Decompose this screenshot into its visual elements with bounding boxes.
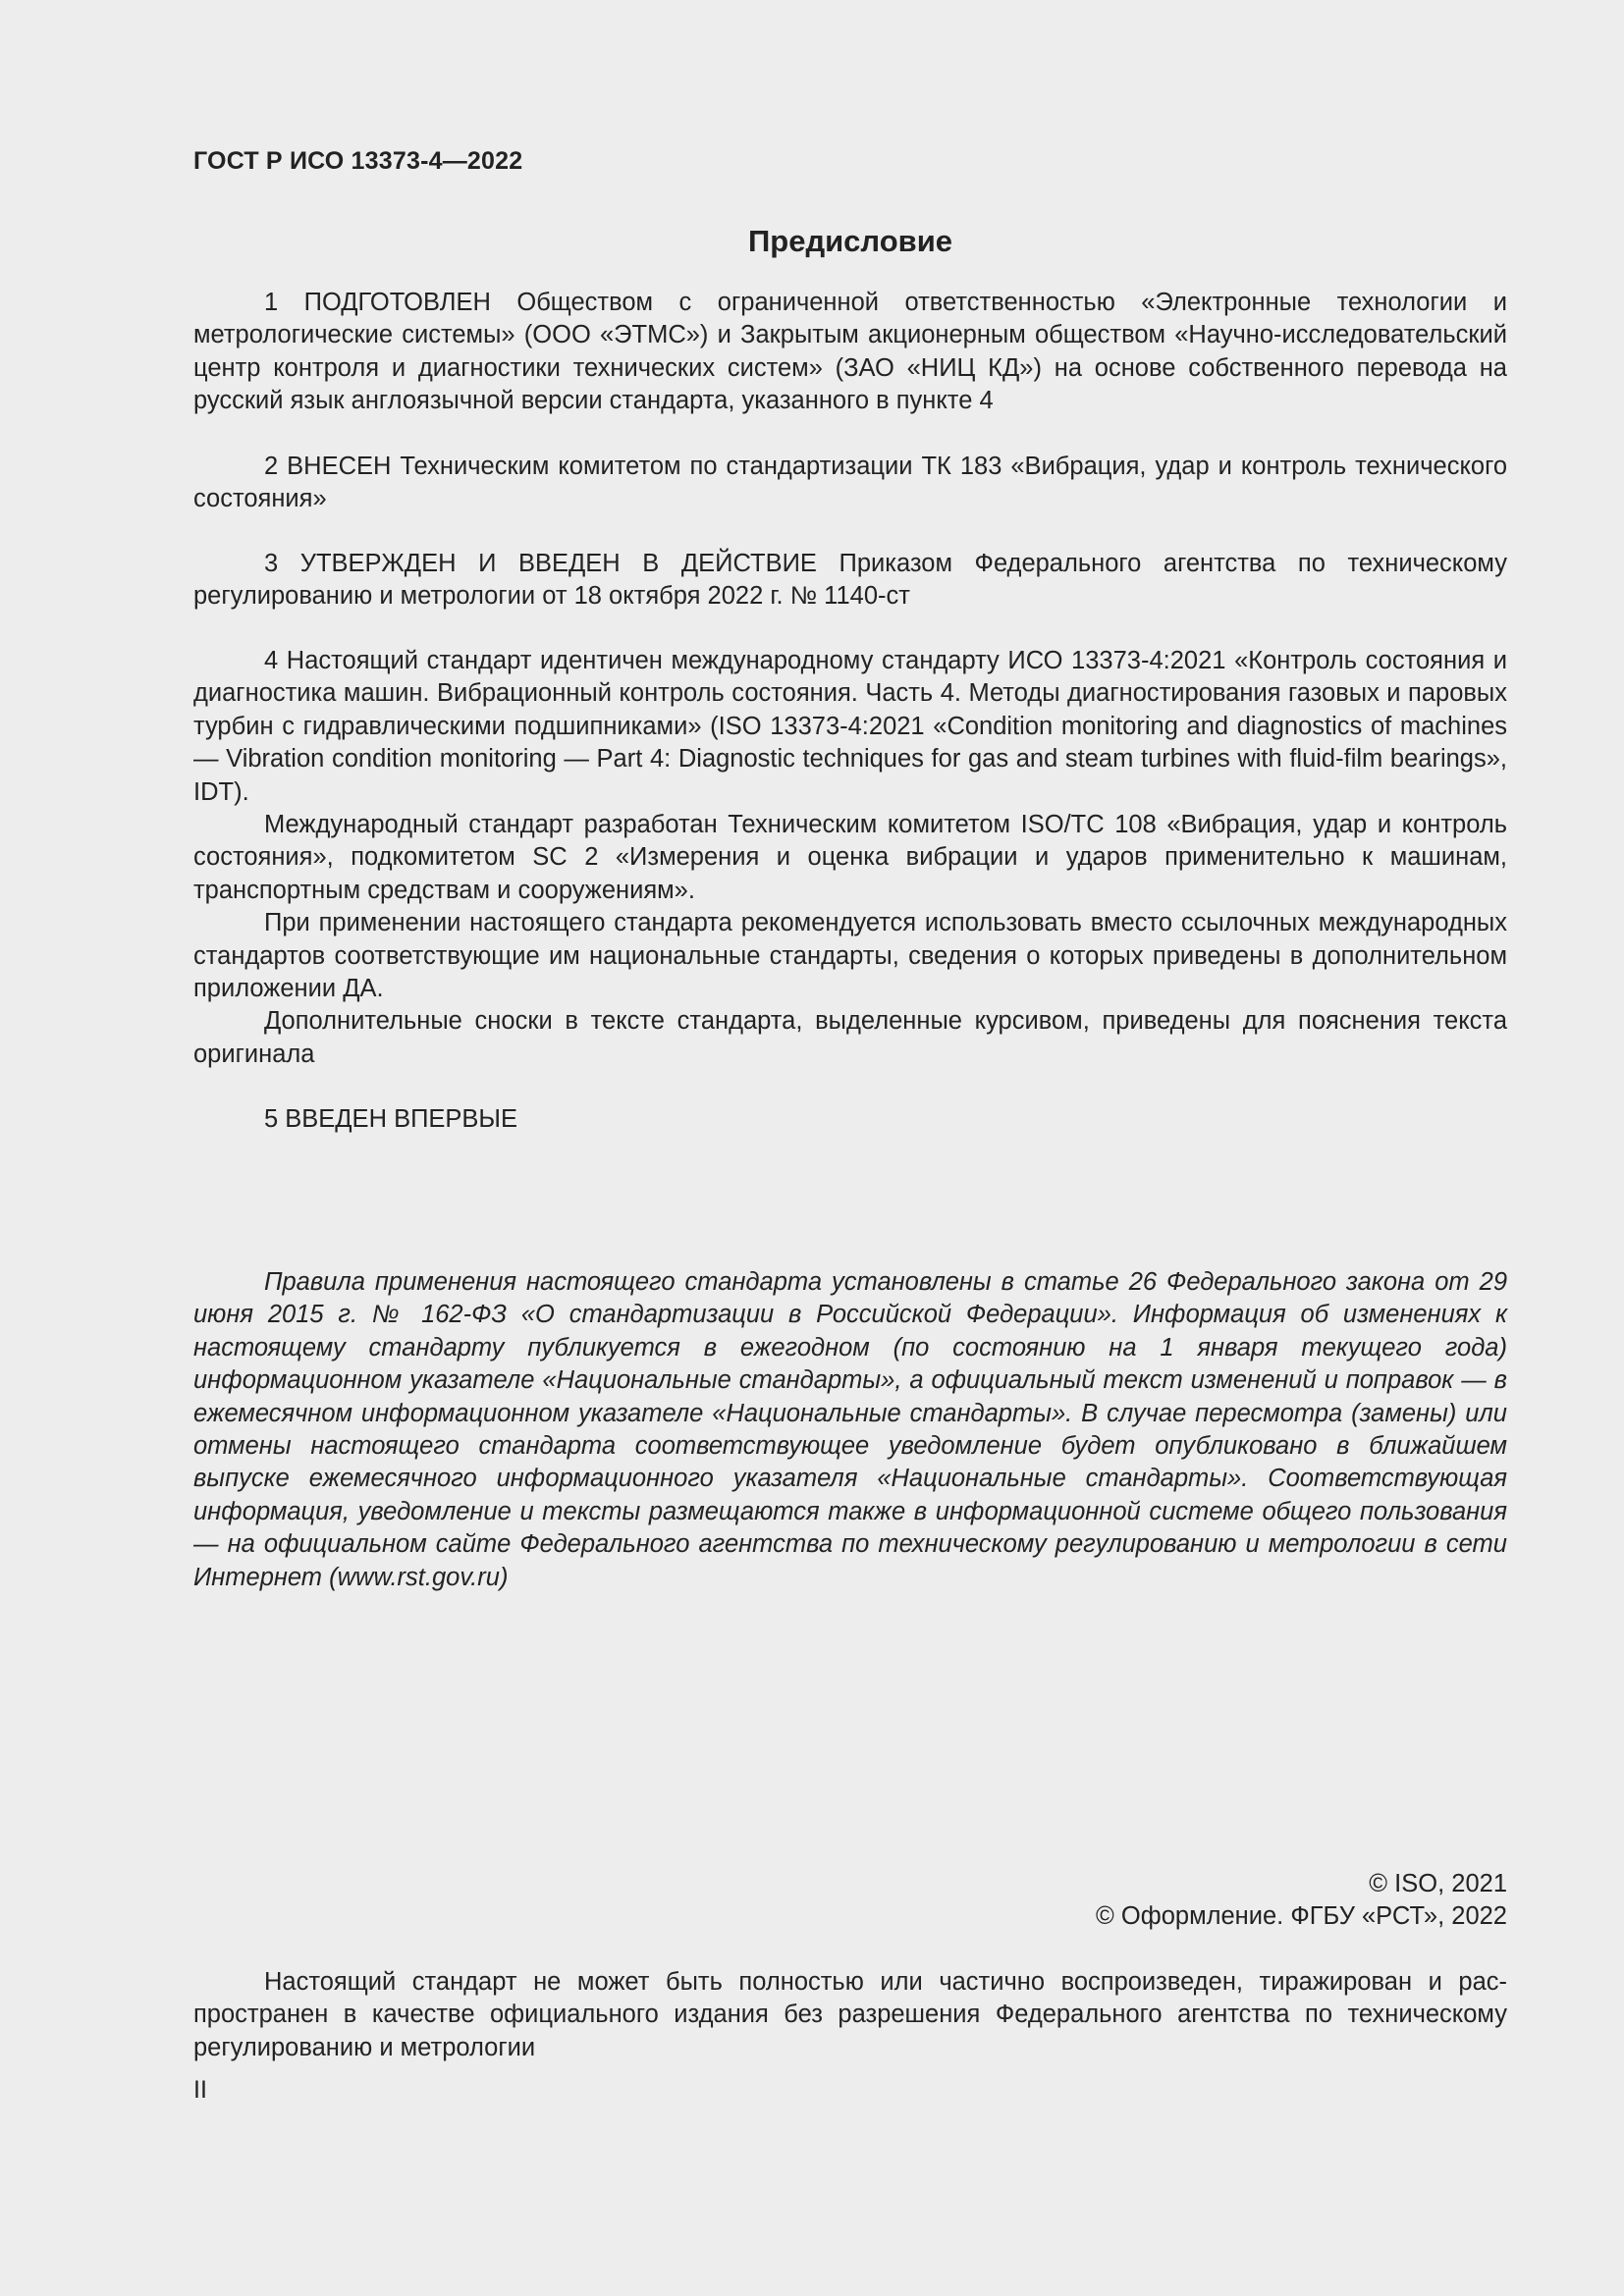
foreword-item-4-paragraph-4: Дополнительные сноски в тексте стандарта, выделенные курсивом, приведены для пояснения текста оригинала [193,1007,1507,1068]
foreword-item-3-text: 3 УТВЕРЖДЕН И ВВЕДЕН В ДЕЙСТВИЕ Приказом Федерального агентства по техническому регулированию и метрологии от 18 октября 2022 г. № 1140-ст [193,550,1507,611]
foreword-item-4-paragraph-2: Международный стандарт разработан Техническим комитетом ISO/TC 108 «Вибрация, удар и контроль состояния», подкомитетом SC 2 «Измерения и оценка вибрации и ударов применительно к машинам, транспортным средствам и сооружениям». [193,811,1507,904]
page-number: II [193,2076,207,2104]
reproduction-notice-text: Настоящий стандарт не может быть полностью или частично воспроизведен, тиражирован и распространен в качестве официального издания без разрешения Федерального агентства по техническому регулированию и метрологии [193,1968,1507,2061]
standard-designation: ГОСТ Р ИСО 13373-4—2022 [193,147,523,175]
application-rules-notice [193,1266,1507,1594]
foreword-item-1-text: 1 ПОДГОТОВЛЕН Обществом с ограниченной ответственностью «Электронные технологии и метрологические системы» (ООО «ЭТМС») и Закрытым акционерным обществом «Научно-исследовательский центр контроля и диагностики технических систем» (ЗАО «НИЦ КД») на основе собственного перевода на русский язык англоязычной версии стандарта, указанного в пункте 4 [193,289,1507,415]
foreword-item-3 [193,548,1507,614]
foreword-item-5-text: 5 ВВЕДЕН ВПЕРВЫЕ [264,1105,518,1133]
page-title: Предисловие [747,224,952,258]
foreword-item-1 [193,287,1507,418]
foreword-item-2 [193,451,1507,516]
copyright-iso: © ISO, 2021 [1369,1870,1507,1897]
reproduction-notice [193,1966,1507,2064]
application-rules-text: Правила применения настоящего стандарта установлены в статье 26 Федерального закона от 29 июня 2015 г. № 162-ФЗ «О стандартизации в Российской Федерации». Информация об изменениях к настоящему стандарту публикуется в ежегодном (по состоянию на 1 января текущего года) информационном указателе «Национальные стандарты», а официальный текст изменений и поправок — в ежемесячном информационном указателе «Национальные стандарты». В случае пересмотра (замены) или отмены настоящего стандарта соответствующее уведомление будет опубликовано в ближайшем выпуске ежемесячного информационного указателя «Национальные стандарты». Соответствующая информация, уведомление и тексты размещаются также в информационной системе общего пользования — на официальном сайте Федерального агентства по техническому регулированию и метрологии в сети Интернет (www.rst.gov.ru) [193,1268,1507,1591]
foreword-item-2-text: 2 ВНЕСЕН Техническим комитетом по стандартизации ТК 183 «Вибрация, удар и контроль технического состояния» [193,453,1507,513]
foreword-item-4-paragraph-3: При применении настоящего стандарта рекомендуется использовать вместо ссылочных международных стандартов соответствующие им национальные стандарты, сведения о которых приведены в дополнительном приложении ДА. [193,909,1507,1003]
foreword-item-4 [193,645,1507,1071]
foreword-item-5 [193,1103,1507,1136]
foreword-item-4-paragraph-1: 4 Настоящий стандарт идентичен международному стандарту ИСО 13373-4:2021 «Контроль состояния и диагностика машин. Вибрационный контроль состояния. Часть 4. Методы диагностирования газовых и паровых турбин с гидравлическими подшипниками» (ISO 13373-4:2021 «Condition monitoring and diagnostics of machines — Vibration condition monitoring — Part 4: Diagnostic techniques for gas and steam turbines with fluid-film bearings», IDT). [193,647,1507,806]
copyright-block [193,1868,1507,1934]
copyright-rst: © Оформление. ФГБУ «РСТ», 2022 [1096,1902,1507,1931]
